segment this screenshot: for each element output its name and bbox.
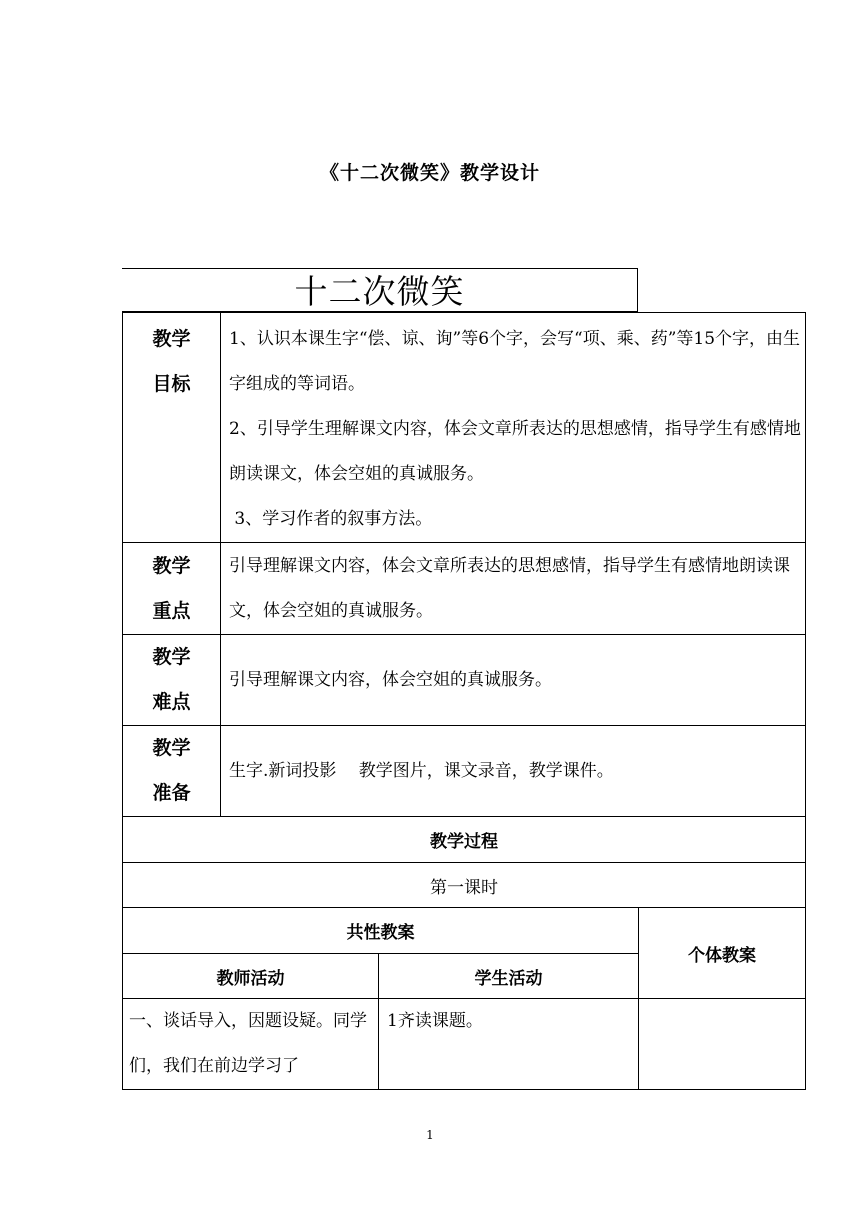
individual-plan-cell [639,999,806,1090]
goals-content [221,313,806,543]
lesson-period-row [123,863,806,908]
process-heading: 教学过程 [123,817,806,863]
lesson-title-box [122,268,638,312]
preparation-row [123,726,806,817]
individual-plan-header: 个体教案 [639,908,806,999]
goal-item: 1、认识本课生字“偿、谅、询”等6个字，会写“项、乘、药”等15个字，由生字组成的等词语。 [229,329,801,394]
teacher-activity-cell: 一、谈话导入，因题设疑。同学们，我们在前边学习了 [123,999,379,1090]
student-activity-header: 学生活动 [379,954,639,999]
document-title: 《十二次微笑》教学设计 [319,162,540,184]
plan-header-row [123,908,806,954]
preparation-label: 教学 准备 [123,726,221,817]
lesson-plan-table [122,312,806,1090]
process-heading-row [123,817,806,863]
difficulties-row [123,635,806,726]
goals-row [123,313,806,543]
difficulties-label: 教学 难点 [123,635,221,726]
key-points-row [123,543,806,635]
goal-item: 3、学习作者的叙事方法。 [229,509,433,529]
lesson-period: 第一课时 [123,863,806,908]
student-activity-cell: 1齐读课题。 [379,999,639,1090]
common-plan-header: 共性教案 [123,908,639,954]
key-points-content: 引导理解课文内容，体会文章所表达的思想感情，指导学生有感情地朗读课文，体会空姐的真诚服务。 [221,543,806,635]
difficulties-content: 引导理解课文内容，体会空姐的真诚服务。 [221,635,806,726]
key-points-label: 教学 重点 [123,543,221,635]
goal-item: 2、引导学生理解课文内容，体会文章所表达的思想感情，指导学生有感情地朗读课文，体会空姐的真诚服务。 [229,419,801,484]
goals-label: 教学 目标 [123,313,221,543]
activity-row [123,999,806,1090]
page-number: 1 [426,1128,434,1142]
teacher-activity-header: 教师活动 [123,954,379,999]
lesson-title: 十二次微笑 [294,272,465,311]
preparation-content: 生字.新词投影 教学图片，课文录音，教学课件。 [221,726,806,817]
